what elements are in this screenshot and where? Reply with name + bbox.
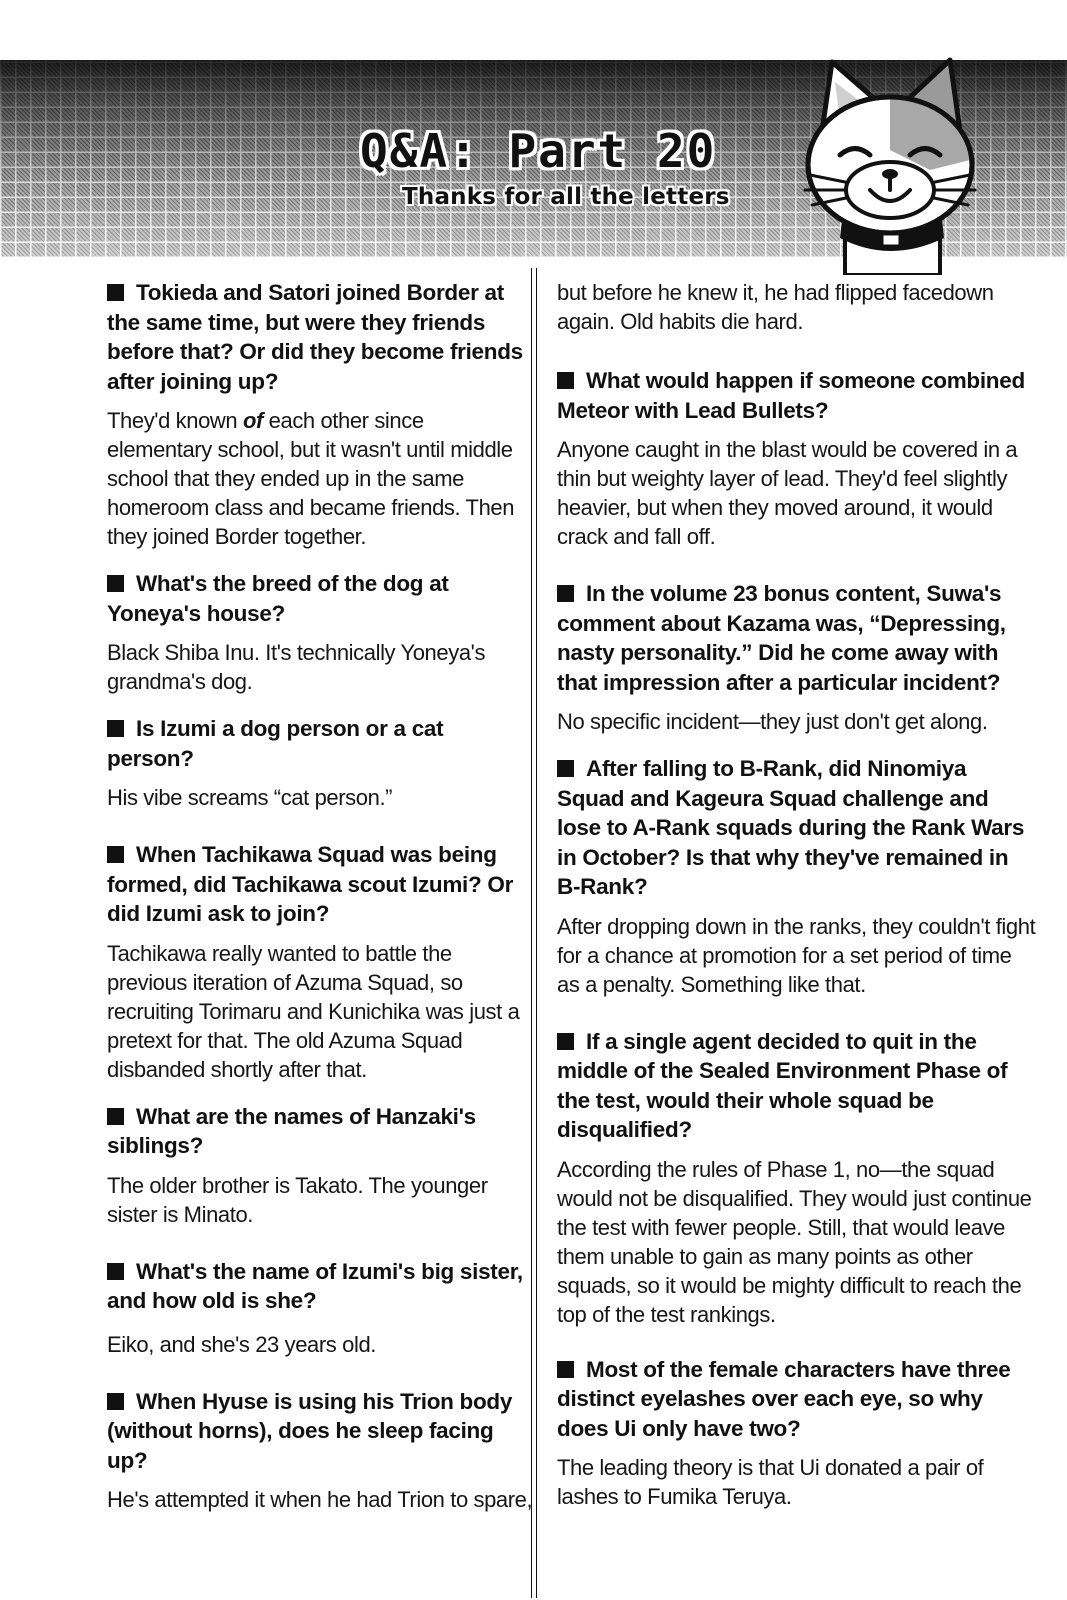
question bbox=[557, 754, 1037, 902]
qa-item bbox=[107, 569, 525, 696]
square-bullet-icon bbox=[557, 760, 574, 777]
question-text: In the volume 23 bonus content, Suwa's comment about Kazama was, “Depressing, nasty personality.” Did he come away with that impression after a particular incident? bbox=[557, 581, 1006, 695]
answer: He's attempted it when he had Trion to spare, bbox=[107, 1487, 533, 1512]
square-bullet-icon bbox=[557, 585, 574, 602]
qa-item bbox=[107, 840, 525, 1084]
page-title: Q&A: Part 20 bbox=[360, 124, 717, 178]
answer: The leading theory is that Ui donated a pair of lashes to Fumika Teruya. bbox=[557, 1455, 984, 1509]
question-text: Tokieda and Satori joined Border at the same time, but were they friends before that? Or did they become friends after joining up? bbox=[107, 280, 523, 394]
square-bullet-icon bbox=[557, 1033, 574, 1050]
right-column bbox=[557, 278, 1037, 1529]
answer: Tachikawa really wanted to battle the previous iteration of Azuma Squad, so recruiting Torimaru and Kunichika was just a pretext for that. The old Azuma Squad disbanded shortly after that. bbox=[107, 940, 520, 1082]
qa-item bbox=[107, 714, 525, 812]
square-bullet-icon bbox=[107, 284, 124, 301]
question bbox=[107, 278, 525, 396]
question bbox=[557, 366, 1037, 425]
question bbox=[107, 714, 525, 773]
question-text: What's the breed of the dog at Yoneya's house? bbox=[107, 571, 449, 626]
page-subtitle: Thanks for all the letters bbox=[402, 184, 730, 210]
square-bullet-icon bbox=[107, 1263, 124, 1280]
question bbox=[107, 1102, 525, 1161]
question-text: What are the names of Hanzaki's siblings? bbox=[107, 1103, 476, 1158]
square-bullet-icon bbox=[107, 1108, 124, 1125]
question-text: What would happen if someone combined Meteor with Lead Bullets? bbox=[557, 368, 1025, 423]
question-text: What's the name of Izumi's big sister, and how old is she? bbox=[107, 1258, 523, 1313]
square-bullet-icon bbox=[107, 720, 124, 737]
question bbox=[107, 569, 525, 628]
question-text: Is Izumi a dog person or a cat person? bbox=[107, 716, 444, 771]
square-bullet-icon bbox=[107, 1393, 124, 1410]
answer: According the rules of Phase 1, no—the squad would not be disqualified. They would just continue the test with fewer people. Still, that would leave them unable to gain as many points as other squads, so it would be mighty difficult to reach the top of the test rankings. bbox=[557, 1156, 1032, 1327]
question bbox=[557, 1027, 1037, 1145]
question bbox=[107, 840, 525, 929]
cat-mascot-icon bbox=[790, 50, 990, 275]
question-text: If a single agent decided to quit in the middle of the Sealed Environment Phase of the test, would their whole squad be disqualified? bbox=[557, 1028, 1008, 1142]
square-bullet-icon bbox=[107, 575, 124, 592]
question bbox=[557, 1355, 1037, 1444]
question-text: When Hyuse is using his Trion body (without horns), does he sleep facing up? bbox=[107, 1388, 513, 1473]
qa-item bbox=[557, 754, 1037, 999]
qa-item bbox=[107, 278, 525, 551]
answer: His vibe screams “cat person.” bbox=[107, 785, 393, 810]
question bbox=[107, 1387, 525, 1476]
qa-item bbox=[107, 1257, 525, 1359]
answer bbox=[107, 406, 525, 551]
answer-continuation: but before he knew it, he had flipped facedown again. Old habits die hard. bbox=[557, 280, 994, 334]
question bbox=[107, 1257, 525, 1316]
question bbox=[557, 579, 1037, 697]
answer: The older brother is Takato. The younger sister is Minato. bbox=[107, 1172, 488, 1227]
square-bullet-icon bbox=[107, 846, 124, 863]
answer: Black Shiba Inu. It's technically Yoneya's grandma's dog. bbox=[107, 640, 486, 694]
answer: After dropping down in the ranks, they couldn't fight for a chance at promotion for a set period of time as a penalty. Something like that. bbox=[557, 913, 1036, 997]
qa-item bbox=[107, 1102, 525, 1229]
qa-item bbox=[107, 1387, 533, 1515]
left-column bbox=[107, 278, 533, 1532]
question-text: When Tachikawa Squad was being formed, did Tachikawa scout Izumi? Or did Izumi ask to join? bbox=[107, 842, 514, 926]
square-bullet-icon bbox=[557, 372, 574, 389]
answer-text: each other since elementary school, but it wasn't until middle school that they ended up in the same homeroom class and became friends. Then they joined Border together. bbox=[107, 408, 515, 549]
qa-item bbox=[557, 579, 1037, 736]
qa-item bbox=[557, 366, 1037, 551]
answer: Eiko, and she's 23 years old. bbox=[107, 1331, 376, 1357]
answer-emphasis: of bbox=[242, 408, 263, 433]
answer: No specific incident—they just don't get along. bbox=[557, 709, 988, 734]
qa-item bbox=[557, 1355, 1037, 1512]
question-text: After falling to B-Rank, did Ninomiya Squad and Kageura Squad challenge and lose to A-Rank squads during the Rank Wars in October? Is that why they've remained in B-Rank? bbox=[557, 756, 1025, 899]
answer: Anyone caught in the blast would be covered in a thin but weighty layer of lead. They'd feel slightly heavier, but when they moved around, it would crack and fall off. bbox=[557, 437, 1018, 549]
question-text: Most of the female characters have three distinct eyelashes over each eye, so why does Ui only have two? bbox=[557, 1356, 1011, 1441]
answer-text: They'd known bbox=[107, 408, 243, 433]
qa-item bbox=[557, 1027, 1037, 1329]
square-bullet-icon bbox=[557, 1361, 574, 1378]
column-divider bbox=[531, 268, 537, 1598]
